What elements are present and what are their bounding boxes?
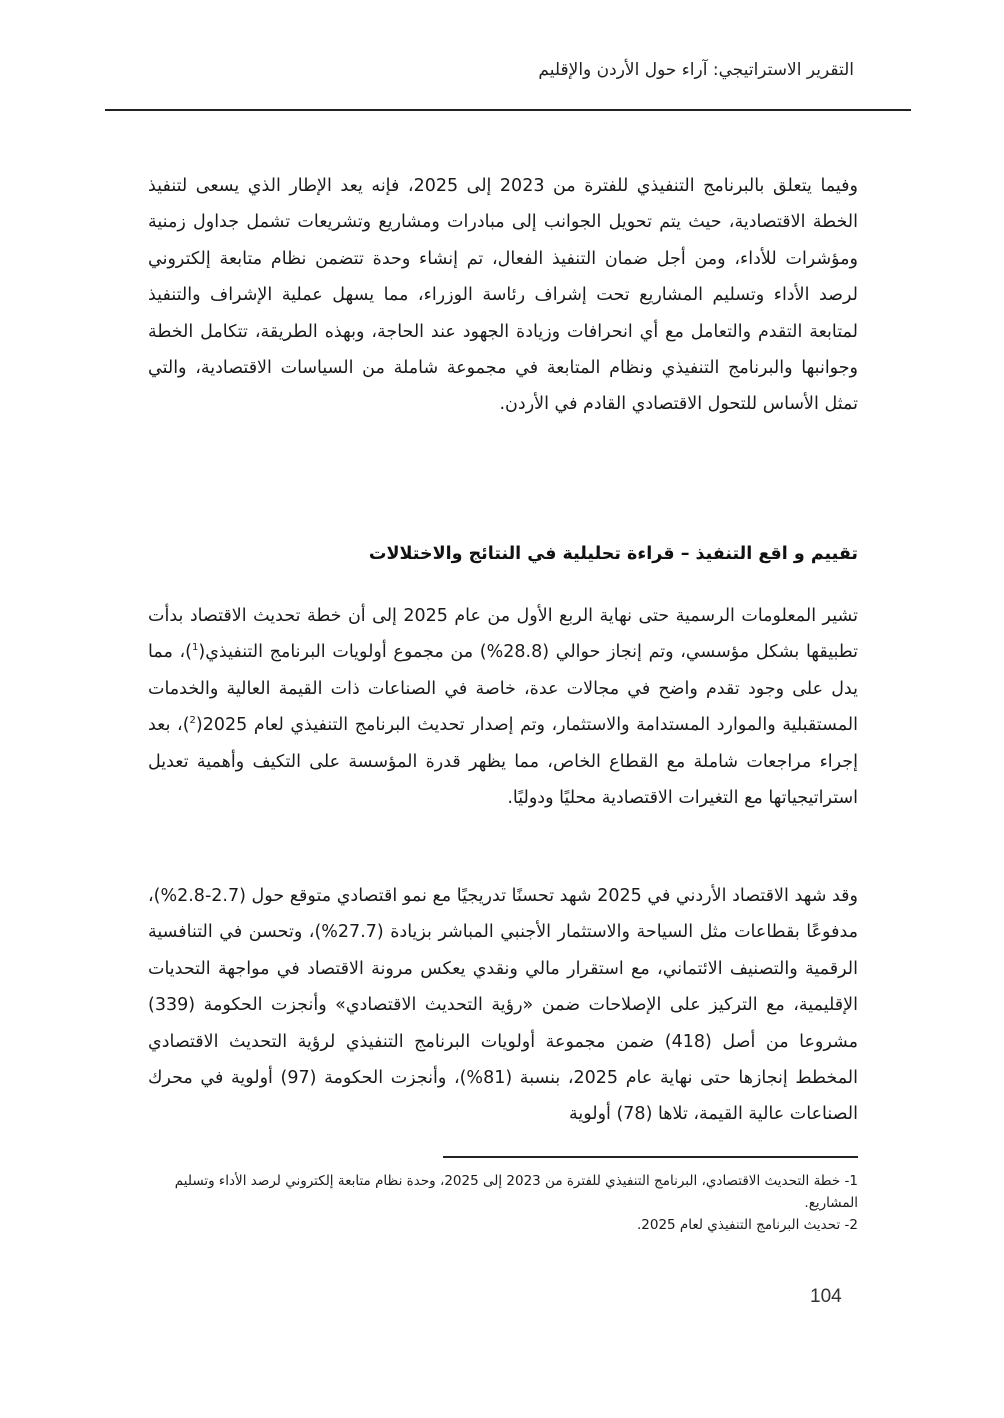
paragraph-text-part: )، مما يدل على وجود تقدم واضح في مجالات عدة، خاصة في الصناعات ذات القيمة العالية والخدمات المستقبلية والموارد المستدامة والاستثمار، وتم إصدار تحديث البرنامج التنفيذي لعام 2025( <box>148 642 858 736</box>
paragraph-text-part: )، بعد إجراء مراجعات شاملة مع القطاع الخاص، مما يظهر قدرة المؤسسة على التكيف وأهمية تعديل استراتيجياتها مع التغيرات الاقتصادية محليًا ودوليًا. <box>148 715 858 809</box>
paragraph-economic-performance: وقد شهد الاقتصاد الأردني في 2025 شهد تحسنًا تدريجيًا مع نمو اقتصادي متوقع حول (2.7-2.8%)، مدفوعًا بقطاعات مثل السياحة والاستثمار الأجنبي المباشر بزيادة (27.7%)، وتحسن في التنافسية الرقمية والتصنيف الائتماني، مع استقرار مالي ونقدي يعكس مرونة الاقتصاد في مواجهة التحديات الإقليمية، مع التركيز على الإصلاحات ضمن «رؤية التحديث الاقتصادي» وأنجزت الحكومة (339) مشروعا من أصل (418) ضمن مجموعة أولويات البرنامج التنفيذي لرؤية التحديث الاقتصادي المخطط إنجازها حتى نهاية عام 2025، بنسبة (81%)، وأنجزت الحكومة (97) أولوية في محرك الصناعات عالية القيمة، تلاها (78) أولوية <box>148 886 858 1125</box>
footnote-1: 1- خطة التحديث الاقتصادي، البرنامج التنفيذي للفترة من 2023 إلى 2025، وحدة نظام متابعة إلكتروني لرصد الأداء وتسليم المشاريع. <box>174 1173 858 1211</box>
footnotes <box>160 1170 858 1236</box>
footnote-reference-2[interactable]: 2 <box>189 715 196 727</box>
page-number: 104 <box>810 1286 842 1307</box>
paragraph-implementation-status <box>148 598 858 816</box>
running-header-title: التقرير الاستراتيجي: آراء حول الأردن والإقليم <box>538 60 854 80</box>
paragraph-executive-program: وفيما يتعلق بالبرنامج التنفيذي للفترة من 2023 إلى 2025، فإنه يعد الإطار الذي يسعى لتنفيذ الخطة الاقتصادية، حيث يتم تحويل الجوانب إلى مبادرات ومشاريع وتشريعات تشمل جداول زمنية ومؤشرات للأداء، ومن أجل ضمان التنفيذ الفعال، تم إنشاء وحدة تتضمن نظام متابعة إلكتروني لرصد الأداء وتسليم المشاريع تحت إشراف رئاسة الوزراء، مما يسهل عملية الإشراف والتنفيذ لمتابعة التقدم والتعامل مع أي انحرافات وزيادة الجهود عند الحاجة، وبهذه الطريقة، تتكامل الخطة وجوانبها والبرنامج التنفيذي ونظام المتابعة في مجموعة شاملة من السياسات الاقتصادية، والتي تمثل الأساس للتحول الاقتصادي القادم في الأردن. <box>148 176 858 415</box>
footnote-2: 2- تحديث البرنامج التنفيذي لعام 2025. <box>636 1217 858 1233</box>
header-divider <box>105 109 911 111</box>
footnote-divider <box>443 1156 858 1158</box>
footnote-reference-1[interactable]: 1 <box>192 642 199 654</box>
section-heading: تقييم و اقع التنفيذ – قراءة تحليلية في النتائج والاختلالات <box>368 544 858 564</box>
paragraph-text-part: تشير المعلومات الرسمية حتى نهاية الربع الأول من عام 2025 إلى أن خطة تحديث الاقتصاد بدأت تطبيقها بشكل مؤسسي، وتم إنجاز حوالي (28.8%) من مجموع أولويات البرنامج التنفيذي( <box>148 606 858 663</box>
